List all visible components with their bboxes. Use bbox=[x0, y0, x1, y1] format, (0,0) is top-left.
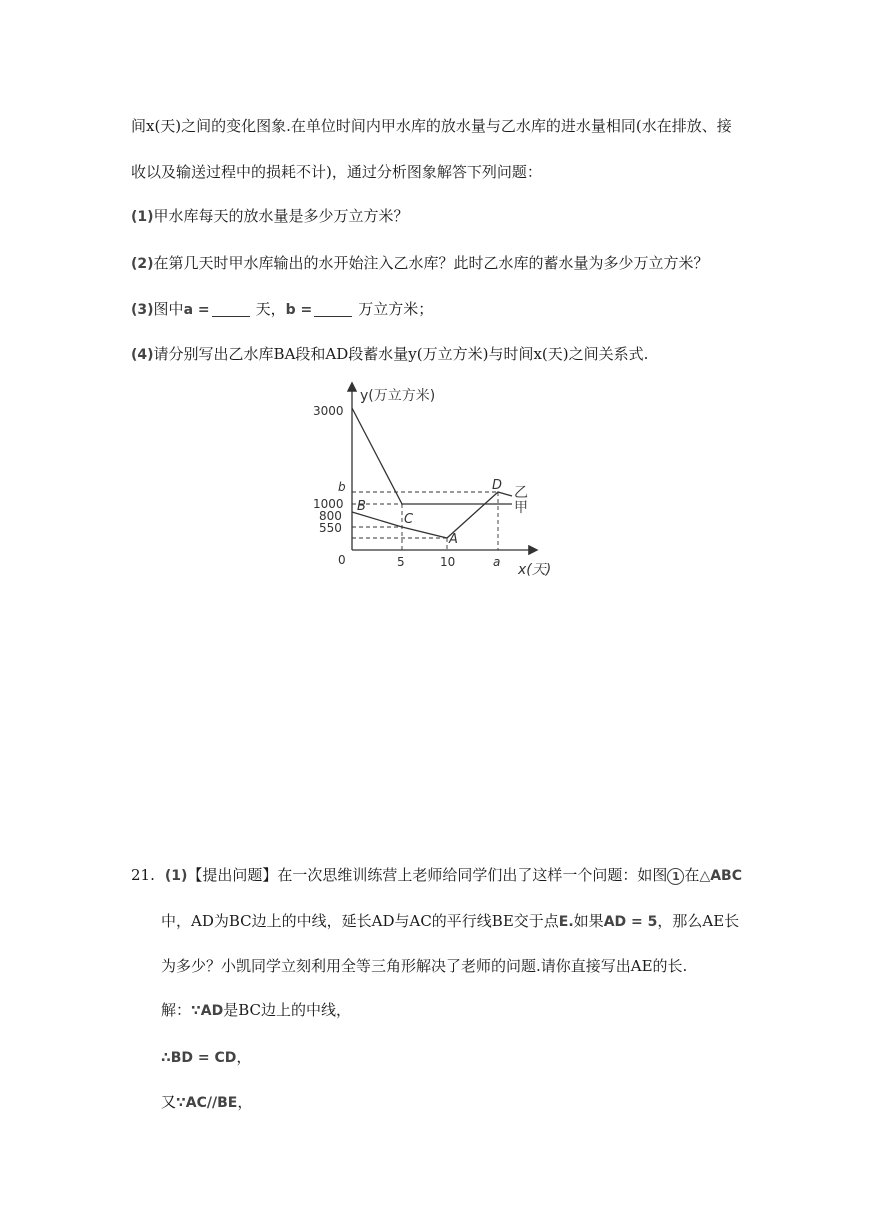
question-2-number: (2) bbox=[131, 256, 154, 272]
problem-21-line-2-post: ，那么AE长 bbox=[657, 912, 740, 930]
solution-line-3-math: ∵AC//BE bbox=[176, 1095, 238, 1111]
problem-21-line-3: 为多少？小凯同学立刻利用全等三角形解决了老师的问题.请你直接写出AE的长. bbox=[161, 957, 688, 975]
blank-a bbox=[212, 304, 250, 317]
question-4-text: 请分别写出乙水库BA段和AD段蓄水量y(万立方米)与时间x(天)之间关系式. bbox=[153, 345, 649, 363]
problem-21-line-1 bbox=[131, 865, 742, 886]
solution-line-3-pre: 又 bbox=[161, 1093, 177, 1111]
solution-line-2 bbox=[161, 1047, 251, 1068]
question-1-number: (1) bbox=[131, 209, 154, 225]
figure-number: 1 bbox=[667, 868, 684, 885]
x-axis-label: x(天) bbox=[518, 562, 552, 578]
x-tick-label: 10 bbox=[440, 555, 456, 569]
question-3 bbox=[131, 299, 433, 320]
part-1-number: (1) bbox=[164, 868, 188, 884]
solution-label: 解： bbox=[161, 1001, 192, 1019]
question-1 bbox=[131, 206, 409, 227]
triangle-abc: △ABC bbox=[699, 868, 742, 884]
y-axis-label: y(万立方米) bbox=[360, 388, 436, 404]
question-2 bbox=[131, 253, 709, 274]
problem-21-line-2-text: 中，AD为BC边上的中线，延长AD与AC的平行线BE交于点 bbox=[161, 912, 559, 930]
variable-b-label: b = bbox=[285, 302, 313, 318]
question-3-post: 万立方米； bbox=[358, 300, 434, 318]
series-jia-line bbox=[352, 408, 512, 504]
problem-number: 21. bbox=[131, 866, 155, 884]
intro-line-1: 间x(天)之间的变化图象.在单位时间内甲水库的放水量与乙水库的进水量相同(水在排放、接 bbox=[131, 117, 732, 135]
point-e: E. bbox=[558, 914, 574, 930]
problem-21-line-2 bbox=[161, 911, 739, 932]
intro-line-2: 收以及输送过程中的损耗不计)，通过分析图象解答下列问题： bbox=[131, 163, 542, 181]
point-label-c: C bbox=[404, 512, 414, 527]
solution-line-3-post: ， bbox=[237, 1093, 253, 1111]
point-label-d: D bbox=[492, 478, 503, 493]
point-label-a: A bbox=[449, 532, 458, 547]
solution-line-1-sym: ∵AD bbox=[191, 1003, 224, 1019]
series-yi-label: 乙 bbox=[514, 485, 528, 501]
y-tick-label: b bbox=[338, 480, 346, 494]
problem-21-line-2-if: 如果 bbox=[573, 912, 604, 930]
point-label-b: B bbox=[357, 499, 366, 514]
blank-b bbox=[314, 304, 352, 317]
equation-ad-5: AD = 5 bbox=[603, 914, 658, 930]
y-tick-label: 3000 bbox=[313, 404, 344, 418]
question-3-pre: 图中 bbox=[153, 300, 184, 318]
series-jia-label: 甲 bbox=[514, 500, 528, 516]
y-tick-label: 800 bbox=[319, 509, 342, 523]
y-tick-label: 550 bbox=[319, 521, 342, 535]
question-4 bbox=[131, 344, 648, 365]
series-yi-line bbox=[352, 492, 512, 538]
question-4-number: (4) bbox=[131, 347, 154, 363]
y-tick-label: 1000 bbox=[313, 497, 344, 511]
problem-21-line-1-text: 【提出问题】在一次思维训练营上老师给同学们出了这样一个问题：如图 bbox=[187, 866, 668, 884]
solution-line-2-math: ∴BD = CD bbox=[161, 1050, 237, 1066]
origin-label: 0 bbox=[338, 553, 346, 567]
question-2-text: 在第几天时甲水库输出的水开始注入乙水库？此时乙水库的蓄水量为多少万立方米？ bbox=[153, 254, 709, 272]
reservoir-graph bbox=[300, 378, 560, 580]
question-3-number: (3) bbox=[131, 302, 154, 318]
variable-a-label: a = bbox=[183, 302, 210, 318]
problem-21-line-1-post: 在 bbox=[684, 866, 700, 884]
solution-line-2-post: ， bbox=[236, 1048, 252, 1066]
solution-line-1 bbox=[161, 1000, 351, 1021]
x-tick-label: 5 bbox=[397, 555, 405, 569]
solution-line-1-text: 是BC边上的中线， bbox=[223, 1001, 351, 1019]
solution-line-3 bbox=[161, 1092, 252, 1113]
x-tick-label: a bbox=[493, 555, 501, 569]
question-3-mid: 天， bbox=[255, 300, 286, 318]
question-1-text: 甲水库每天的放水量是多少万立方米？ bbox=[153, 207, 409, 225]
